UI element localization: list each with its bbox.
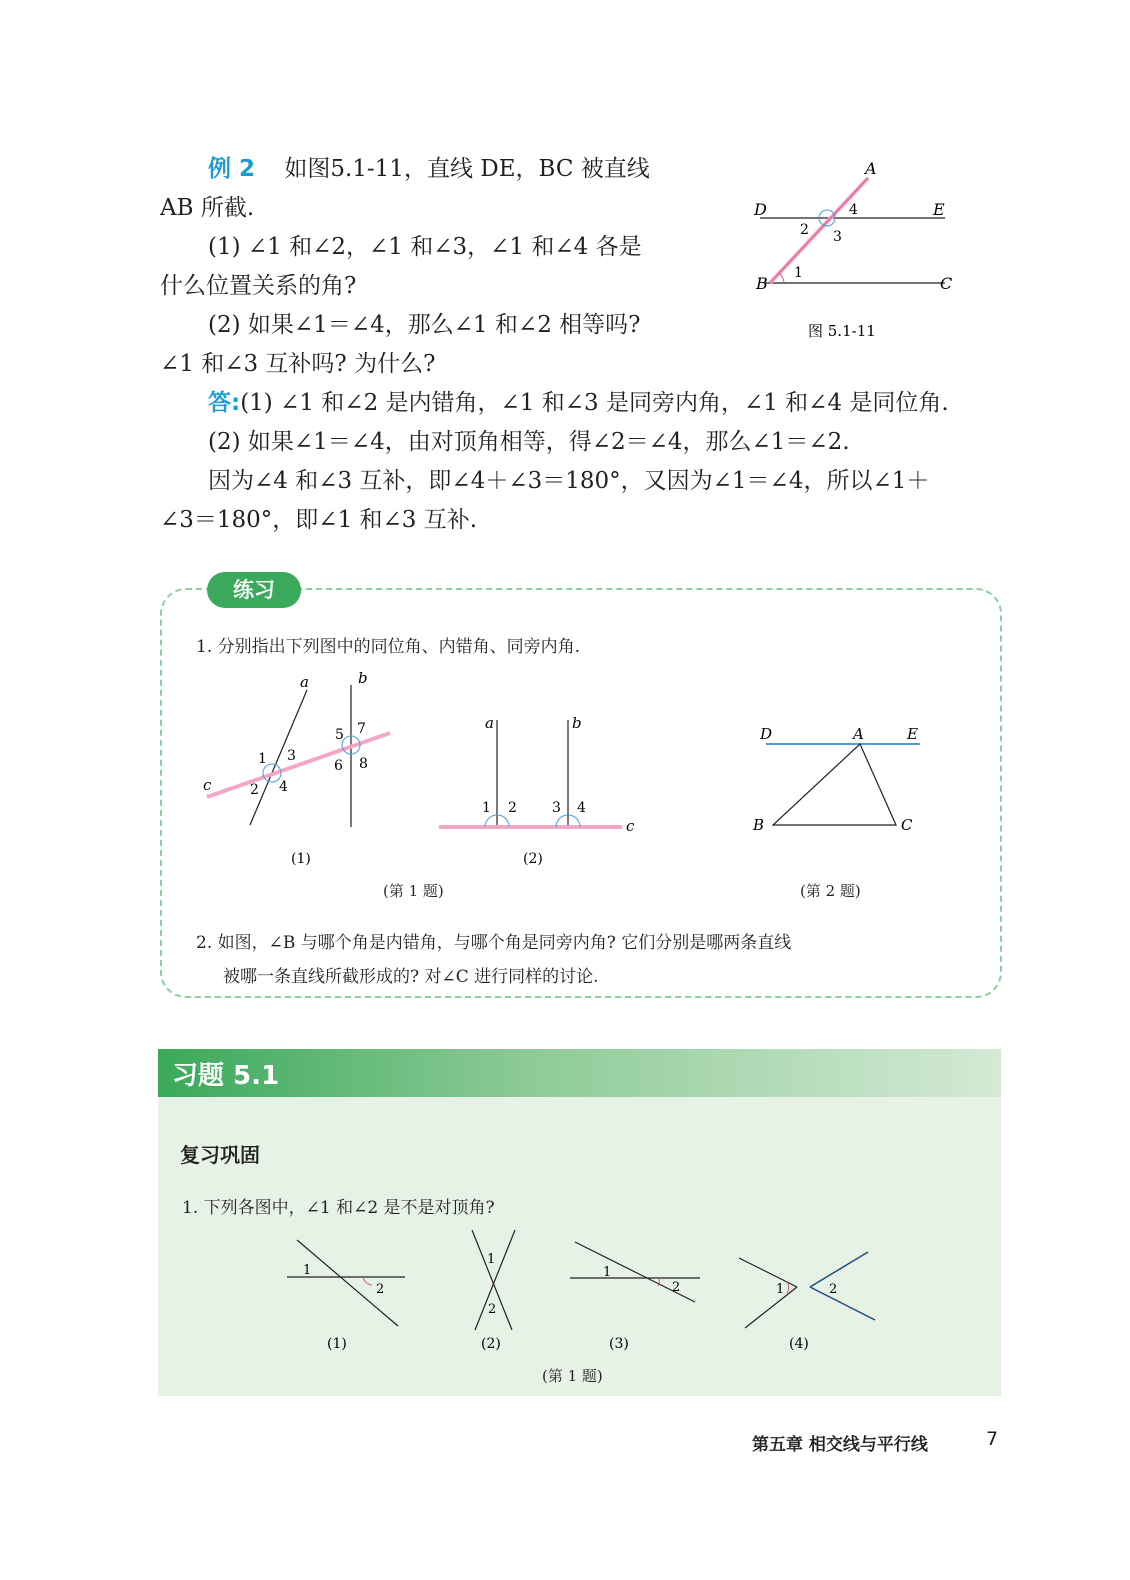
exercise-title: 习题 5.1: [172, 1061, 280, 1091]
answer-label: 答:: [208, 390, 241, 416]
answer-line1: 答:(1) ∠1 和∠2 是内错角，∠1 和∠3 是同旁内角，∠1 和∠4 是同位角.: [208, 390, 949, 416]
label-e: E: [933, 200, 945, 219]
label-3: 3: [552, 800, 561, 816]
label-n3: 3: [833, 229, 842, 245]
label-2: 2: [508, 800, 517, 816]
exercise-figures: [275, 1230, 895, 1358]
fig1-caption: (1): [327, 1336, 347, 1352]
practice-q2a: 2. 如图，∠B 与哪个角是内错角，与哪个角是同旁内角? 它们分别是哪两条直线: [196, 933, 792, 953]
label-b: b: [358, 669, 368, 687]
fig4-label-2: 2: [829, 1282, 838, 1297]
label-4: 4: [279, 779, 288, 795]
practice-fig3: [748, 722, 938, 842]
label-a: a: [485, 714, 494, 732]
example-line2: AB 所截.: [160, 195, 255, 221]
label-c: C: [901, 816, 913, 834]
label-3: 3: [287, 748, 296, 764]
label-2: 2: [250, 782, 259, 798]
label-c: C: [940, 274, 953, 293]
answer-line3: 因为∠4 和∠3 互补，即∠4＋∠3＝180°，又因为∠1＝∠4，所以∠1＋: [208, 468, 930, 494]
label-6: 6: [334, 758, 343, 774]
exercise-q1-caption: (第 1 题): [542, 1367, 603, 1385]
exercise-q1: 1. 下列各图中，∠1 和∠2 是不是对顶角?: [182, 1198, 495, 1218]
label-c: c: [203, 776, 212, 794]
label-n4: 4: [849, 202, 858, 218]
practice-tag: 练习: [207, 572, 301, 608]
fig1-label-2: 2: [376, 1282, 385, 1297]
exercise-title-band: [158, 1049, 1001, 1097]
label-8: 8: [359, 756, 368, 772]
label-5: 5: [335, 727, 344, 743]
fig3-label-1: 1: [603, 1265, 612, 1280]
example-line1: 例 2 如图5.1-11，直线 DE，BC 被直线: [208, 156, 650, 182]
label-d: D: [760, 725, 773, 743]
practice-fig2: [435, 710, 645, 870]
label-7: 7: [357, 721, 366, 737]
figure-5-1-11: [740, 150, 970, 350]
example-q1a: (1) ∠1 和∠2，∠1 和∠3，∠1 和∠4 各是: [208, 234, 642, 260]
label-n2: 2: [800, 222, 809, 238]
triangle-abc: [773, 744, 896, 825]
fig1-label-1: 1: [303, 1263, 312, 1278]
label-a: A: [853, 725, 864, 743]
label-c: c: [626, 817, 635, 835]
label-d: D: [754, 200, 767, 219]
practice-q2b: 被哪一条直线所截形成的? 对∠C 进行同样的讨论.: [223, 967, 599, 987]
line-ab-core: [770, 178, 868, 283]
label-1: 1: [258, 751, 267, 767]
page-number: 7: [986, 1428, 999, 1450]
exercise-fig1: [287, 1240, 405, 1352]
answer-line4: ∠3＝180°，即∠1 和∠3 互补.: [160, 507, 478, 533]
fig2-label-2: 2: [488, 1302, 497, 1317]
footer-chapter: 第五章 相交线与平行线: [752, 1435, 928, 1455]
exercise-fig2: [472, 1230, 515, 1352]
label-e: E: [907, 725, 918, 743]
figure-caption: 图 5.1-11: [808, 322, 876, 340]
fig4-caption: (4): [789, 1336, 809, 1352]
fig1-caption: (1): [291, 851, 311, 867]
label-a: A: [865, 159, 877, 178]
example-q2b: ∠1 和∠3 互补吗? 为什么?: [160, 351, 436, 377]
practice-q2-caption: (第 2 题): [800, 882, 861, 900]
fig4-label-1: 1: [776, 1282, 785, 1297]
example-label: 例 2: [208, 156, 256, 182]
exercise-subhead: 复习巩固: [180, 1143, 260, 1167]
label-b: B: [753, 816, 765, 834]
exercise-fig4: [739, 1252, 875, 1352]
label-a: a: [300, 673, 309, 691]
fig2-caption: (2): [523, 851, 543, 867]
fig2-label-1: 1: [487, 1252, 496, 1267]
example-q1b: 什么位置关系的角?: [160, 273, 357, 299]
practice-q1-caption: (第 1 题): [383, 882, 444, 900]
fig3-label-2: 2: [672, 1280, 681, 1295]
label-1: 1: [482, 800, 491, 816]
answer-line2: (2) 如果∠1＝∠4，由对顶角相等，得∠2＝∠4，那么∠1＝∠2.: [208, 429, 850, 455]
practice-q1: 1. 分别指出下列图中的同位角、内错角、同旁内角.: [196, 637, 581, 657]
practice-fig1: [195, 665, 405, 875]
exercise-fig3: [570, 1242, 700, 1352]
example-q2a: (2) 如果∠1＝∠4，那么∠1 和∠2 相等吗?: [208, 312, 641, 338]
label-b: b: [572, 714, 582, 732]
label-4: 4: [577, 800, 586, 816]
label-b: B: [756, 274, 768, 293]
fig3-caption: (3): [609, 1336, 629, 1352]
label-n1: 1: [794, 265, 803, 281]
fig2-caption: (2): [481, 1336, 501, 1352]
